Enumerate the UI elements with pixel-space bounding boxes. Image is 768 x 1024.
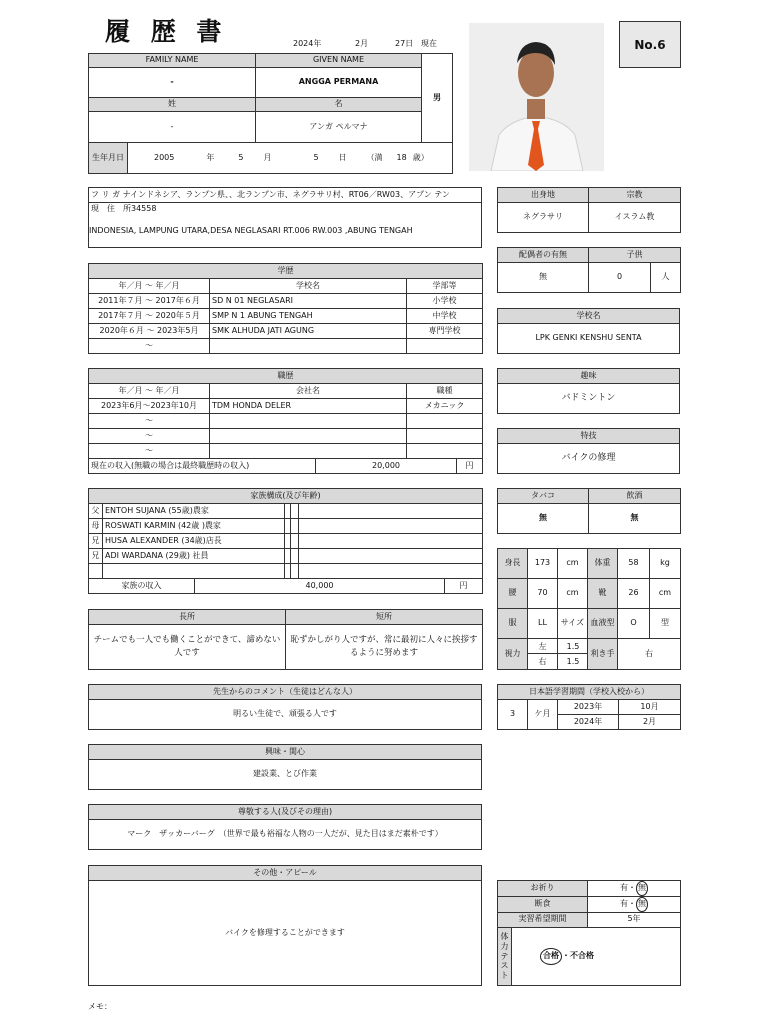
- children-label: 子供: [589, 248, 681, 263]
- prayer-label: お祈り: [498, 881, 588, 897]
- blood-label: 血液型: [588, 609, 618, 639]
- shoe-value: 26: [618, 579, 650, 609]
- day-unit: 日: [338, 152, 347, 162]
- alcohol-label: 飲酒: [589, 489, 681, 504]
- gender-value: 男: [422, 54, 453, 143]
- blood-unit: 型: [650, 609, 681, 639]
- pass-circled: 合格: [540, 948, 562, 965]
- study-from-month: 10月: [619, 700, 681, 715]
- no-option-circled: 無: [636, 897, 648, 912]
- height-value: 173: [528, 549, 558, 579]
- study-to-month: 2月: [619, 715, 681, 730]
- height-unit: cm: [558, 549, 588, 579]
- fitness-label: 体 力 テ ス ト: [498, 927, 512, 985]
- hand-label: 利き手: [588, 639, 618, 670]
- shoe-label: 靴: [588, 579, 618, 609]
- table-row: [89, 444, 483, 459]
- waist-label: 腰: [498, 579, 528, 609]
- family-table: [88, 488, 483, 594]
- document-title: 履 歴 書: [105, 17, 228, 46]
- study-from-year: 2023年: [558, 700, 619, 715]
- study-title: 日本語学習期間（学校入校から）: [498, 685, 681, 700]
- strength-value: チームでも一人でも働くことができて、諦めない人です: [89, 625, 286, 670]
- respect-value: マーク ザッカーバーグ （世界で最も裕福な人物の一人だが、見た目はまだ素朴です）: [89, 820, 482, 850]
- prayer-value: 有・ 無: [588, 881, 681, 897]
- work-company: [210, 444, 407, 459]
- interest-table: [88, 744, 482, 790]
- left-eye-label: 左: [528, 639, 558, 654]
- yes-option: 有: [620, 883, 628, 892]
- fitness-result: 合格 ・不合格: [512, 927, 681, 985]
- sei-label: 姓: [89, 98, 256, 112]
- work-header-period: 年／月 〜 年／月: [89, 384, 210, 399]
- fasting-value: 有・ 無: [588, 896, 681, 912]
- hobby-label: 趣味: [498, 369, 680, 384]
- skill-value: バイクの修理: [498, 444, 680, 474]
- appeal-label: その他・アピール: [89, 866, 482, 881]
- family-title: 家族構成(及び年齢): [89, 489, 483, 504]
- work-company: [210, 429, 407, 444]
- education-table: [88, 263, 483, 354]
- study-months: 3: [498, 700, 528, 730]
- work-job: [407, 429, 483, 444]
- table-row: [89, 309, 483, 324]
- work-job: [407, 444, 483, 459]
- table-row: [89, 324, 483, 339]
- education-dept: 小学校: [407, 294, 483, 309]
- education-header-school: 学校名: [210, 279, 407, 294]
- children-value: 0: [589, 263, 651, 293]
- work-income-value: 20,000: [316, 459, 457, 474]
- work-header-job: 職種: [407, 384, 483, 399]
- fasting-label: 断食: [498, 896, 588, 912]
- address-furigana: フ リ ガ ナインドネシア、ランプン県、、北ランプン市、ネグラサリ村、RT06／RW03、アプン テン: [89, 188, 482, 203]
- religion-value: イスラム教: [589, 203, 681, 233]
- family-income-value: 40,000: [195, 579, 445, 594]
- education-header-period: 年／月 〜 年／月: [89, 279, 210, 294]
- family-member: ADI WARDANA (29歳) 社員: [103, 549, 285, 564]
- memo-label: メモ：: [88, 1002, 112, 1011]
- table-row: [89, 504, 483, 519]
- age-value: 18: [396, 152, 407, 162]
- education-school: SMK ALHUDA JATI AGUNG: [210, 324, 407, 339]
- work-income-label: 現在の収入(無職の場合は最終職歴時の収入): [89, 459, 316, 474]
- blood-value: O: [618, 609, 650, 639]
- skill-label: 特技: [498, 429, 680, 444]
- height-label: 身長: [498, 549, 528, 579]
- family-member: ENTOH SUJANA (55歳)農家: [103, 504, 285, 519]
- address-table: [88, 187, 482, 248]
- family-income-label: 家族の収入: [89, 579, 195, 594]
- no-option-circled: 無: [636, 881, 648, 896]
- birthplace-label: 出身地: [498, 188, 589, 203]
- alcohol-value: 無: [589, 504, 681, 534]
- education-period: 2017年７月 〜 2020年５月: [89, 309, 210, 324]
- weight-unit: kg: [650, 549, 681, 579]
- work-company: TDM HONDA DELER: [210, 399, 407, 414]
- family-relation: 父: [89, 504, 103, 519]
- family-member: ROSWATI KARMIN (42歳 )農家: [103, 519, 285, 534]
- waist-unit: cm: [558, 579, 588, 609]
- table-row: [89, 519, 483, 534]
- given-name-label: GIVEN NAME: [256, 54, 422, 68]
- right-eye-value: 1.5: [566, 657, 580, 666]
- work-title: 職歴: [89, 369, 483, 384]
- work-job: メカニック: [407, 399, 483, 414]
- strengths-table: [88, 609, 483, 670]
- birth-month: 5: [238, 152, 244, 162]
- fail-option: 不合格: [570, 950, 594, 960]
- work-header-company: 会社名: [210, 384, 407, 399]
- work-period: 〜: [89, 414, 210, 429]
- respect-label: 尊敬する人(及びその理由): [89, 805, 482, 820]
- tobacco-label: タバコ: [498, 489, 589, 504]
- family-relation: [89, 564, 103, 579]
- mei-label: 名: [256, 98, 422, 112]
- size-label: サイズ: [558, 609, 588, 639]
- family-income-unit: 円: [445, 579, 483, 594]
- address-line: INDONESIA, LAMPUNG UTARA,DESA NEGLASARI RT.006 RW.003 ,ABUNG TENGAH: [89, 225, 413, 235]
- spouse-value: 無: [498, 263, 589, 293]
- education-dept: 中学校: [407, 309, 483, 324]
- portrait-photo: [469, 23, 604, 171]
- waist-value: 70: [528, 579, 558, 609]
- birth-label: 生年月日: [89, 143, 128, 173]
- vision-grid: [528, 639, 587, 669]
- table-row: [89, 429, 483, 444]
- interest-value: 建設業、とび作業: [89, 760, 482, 790]
- teacher-comment-label: 先生からのコメント（生徒はどんな人）: [89, 685, 482, 700]
- family-member: [103, 564, 285, 579]
- person-photo-icon: [469, 23, 604, 171]
- birthplace-value: ネグラサリ: [498, 203, 589, 233]
- age-prefix: （満: [366, 152, 383, 162]
- education-dept: [407, 339, 483, 354]
- date-month: 2月: [355, 39, 369, 48]
- school-table: [497, 308, 680, 354]
- work-job: [407, 414, 483, 429]
- work-company: [210, 414, 407, 429]
- hobby-table: [497, 368, 680, 414]
- address-current: 現 住 所34558: [91, 204, 157, 213]
- duration-label: 実習希望期間: [498, 912, 588, 927]
- respect-table: [88, 804, 482, 850]
- number-badge: No.6: [619, 21, 681, 68]
- work-period: 2023年6月〜2023年10月: [89, 399, 210, 414]
- family-relation: 兄: [89, 534, 103, 549]
- family-name-label: FAMILY NAME: [89, 54, 256, 68]
- education-header-dept: 学部等: [407, 279, 483, 294]
- vision-label: 視力: [498, 639, 528, 670]
- month-unit: 月: [263, 152, 272, 162]
- duration-value: 5年: [588, 912, 681, 927]
- education-school: SMP N 1 ABUNG TENGAH: [210, 309, 407, 324]
- children-unit: 人: [651, 263, 681, 293]
- date-suffix: 現在: [421, 39, 437, 48]
- left-eye-value: 1.5: [558, 639, 588, 654]
- right-eye-label: 右: [528, 654, 558, 669]
- yes-option: 有: [620, 898, 628, 908]
- clothes-value: LL: [528, 609, 558, 639]
- birth-year: 2005: [154, 152, 175, 162]
- table-row: [89, 549, 483, 564]
- work-table: [88, 368, 483, 474]
- family-name-value: -: [89, 68, 256, 98]
- weight-label: 体重: [588, 549, 618, 579]
- teacher-comment-table: [88, 684, 482, 730]
- birth-row: [89, 143, 452, 173]
- table-row: [89, 534, 483, 549]
- interest-label: 興味・関心: [89, 745, 482, 760]
- education-period: 〜: [89, 339, 210, 354]
- education-period: 2011年７月 〜 2017年６月: [89, 294, 210, 309]
- hand-value: 右: [618, 639, 681, 670]
- appeal-value: バイクを修理することができます: [89, 881, 482, 986]
- family-relation: 母: [89, 519, 103, 534]
- age-suffix: 歳）: [412, 152, 429, 162]
- study-months-unit: ケ月: [528, 700, 558, 730]
- mei-value: アンガ ペルマナ: [256, 112, 422, 143]
- spouse-label: 配偶者の有無: [498, 248, 589, 263]
- study-to-year: 2024年: [558, 715, 619, 730]
- work-period: 〜: [89, 444, 210, 459]
- name-table: [88, 53, 453, 174]
- clothes-label: 服: [498, 609, 528, 639]
- table-row: [89, 339, 483, 354]
- education-period: 2020年６月 〜 2023年5月: [89, 324, 210, 339]
- education-school: SD N 01 NEGLASARI: [210, 294, 407, 309]
- given-name-value: ANGGA PERMANA: [256, 68, 422, 98]
- skill-table: [497, 428, 680, 474]
- table-row: [89, 294, 483, 309]
- body-table: [497, 548, 681, 670]
- weight-value: 58: [618, 549, 650, 579]
- date-day: 27日: [395, 39, 414, 48]
- sei-value: -: [89, 112, 256, 143]
- misc-table: [497, 880, 681, 986]
- appeal-table: [88, 865, 482, 986]
- religion-label: 宗教: [589, 188, 681, 203]
- weakness-label: 短所: [286, 610, 483, 625]
- birth-day: 5: [313, 152, 319, 162]
- work-income-unit: 円: [457, 459, 483, 474]
- hobby-value: バドミントン: [498, 384, 680, 414]
- school-label: 学校名: [498, 309, 680, 324]
- education-dept: 専門学校: [407, 324, 483, 339]
- education-title: 学歴: [89, 264, 483, 279]
- work-period: 〜: [89, 429, 210, 444]
- habits-table: [497, 488, 681, 534]
- school-value: LPK GENKI KENSHU SENTA: [498, 324, 680, 354]
- teacher-comment-value: 明るい生徒で、頑張る人です: [89, 700, 482, 730]
- weakness-value: 恥ずかしがり人ですが、常に最初に人々に挨拶するように努めます: [286, 625, 483, 670]
- table-row: [89, 399, 483, 414]
- family-relation: 兄: [89, 549, 103, 564]
- table-row: [89, 414, 483, 429]
- table-row: [89, 564, 483, 579]
- date-year: 2024年: [293, 39, 322, 48]
- year-unit: 年: [206, 152, 215, 162]
- education-school: [210, 339, 407, 354]
- birthplace-table: [497, 187, 681, 233]
- family-member: HUSA ALEXANDER (34歳)店長: [103, 534, 285, 549]
- strength-label: 長所: [89, 610, 286, 625]
- spouse-table: [497, 247, 681, 293]
- tobacco-value: 無: [498, 504, 589, 534]
- shoe-unit: cm: [650, 579, 681, 609]
- study-table: [497, 684, 681, 730]
